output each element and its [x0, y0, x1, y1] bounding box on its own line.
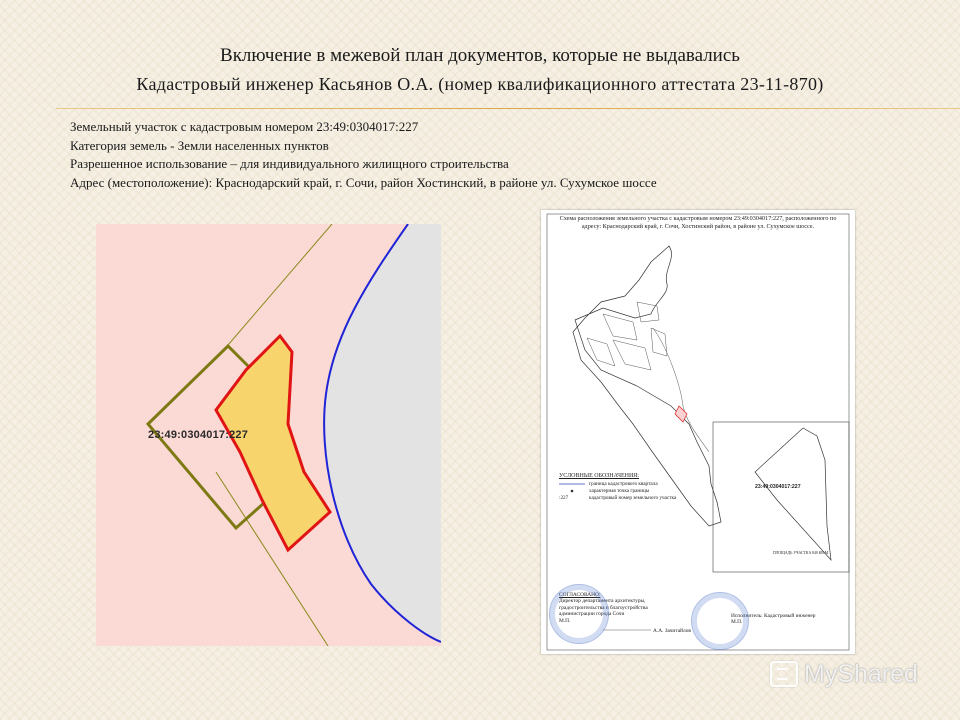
info-address: Адрес (местоположение): Краснодарский край, г. Сочи, район Хостинский, в районе ул. Сухумское шоссе — [70, 174, 657, 190]
cadastral-map — [96, 224, 441, 646]
approval-title: СОГЛАСОВАНО: — [559, 592, 601, 598]
watermark-text: MyShared — [804, 659, 918, 688]
stamp-right — [691, 592, 749, 650]
legend-point-sample — [571, 490, 574, 493]
watermark-logo-icon — [770, 661, 798, 687]
parcel-info — [70, 118, 657, 192]
parcel-new-boundary — [216, 336, 330, 550]
inset-parcel-area: ПЛОЩАДЬ УЧАСТКА 840 КВ.М. — [773, 551, 830, 555]
title-divider — [56, 108, 960, 109]
inset-parcel-label: 23:49:0304017:227 — [755, 484, 801, 490]
executor-line-2: М.П. — [731, 619, 743, 626]
info-land-category: Категория земель - Земли населенных пунктов — [70, 137, 329, 153]
scheme-parcel-mark — [675, 406, 687, 422]
approval-line-4: М.П. — [559, 617, 571, 624]
legend-quarter-boundary: граница кадастрового квартала — [589, 481, 658, 487]
slide-subtitle: Кадастровый инженер Касьянов О.А. (номер квалификационного аттестата 23-11-870) — [136, 74, 824, 94]
scheme-blocks — [587, 302, 667, 370]
info-cadastral-number: Земельный участок с кадастровым номером 23:49:0304017:227 — [70, 119, 419, 134]
slide-title: Включение в межевой план документов, которые не выдавались — [220, 45, 740, 66]
scheme-frame — [547, 214, 849, 650]
executor-line-1: Исполнитель: Кадастровый инженер — [731, 613, 816, 619]
scheme-title: Схема расположения земельного участка с кадастровым номером 23:49:0304017:227, расположенного по адресу: Краснодарский край, г. Сочи, Хостинский район, в районе ул. Сухумское шоссе. — [559, 215, 837, 230]
legend-characteristic-point: характерная точка границы — [589, 488, 650, 494]
inset-parcel-outline — [755, 428, 831, 560]
legend-cadastral-symbol: :227 — [559, 495, 569, 501]
stamp-left — [549, 584, 609, 644]
info-permitted-use: Разрешенное использование – для индивидуального жилищного строительства — [70, 156, 509, 171]
inset-frame — [713, 422, 849, 572]
approval-signature: А.А. Зачитайлов — [653, 628, 691, 634]
scheme-document — [541, 210, 855, 654]
watermark — [770, 660, 918, 688]
approval-line-1: Директор департамента архитектуры, — [559, 598, 646, 605]
legend-cadastral-number: кадастровый номер земельного участка — [589, 495, 677, 501]
road-area — [324, 224, 441, 642]
map-parcel-label: 23:49:0304017:227 — [148, 429, 249, 441]
legend-title: УСЛОВНЫЕ ОБОЗНАЧЕНИЯ: — [559, 473, 639, 479]
neighbor-boundary-line — [222, 224, 332, 352]
approval-line-2: градостроительства и благоустройства — [559, 604, 648, 611]
scheme-coast-line — [653, 328, 709, 452]
approval-line-3: администрации города Сочи — [559, 611, 625, 618]
